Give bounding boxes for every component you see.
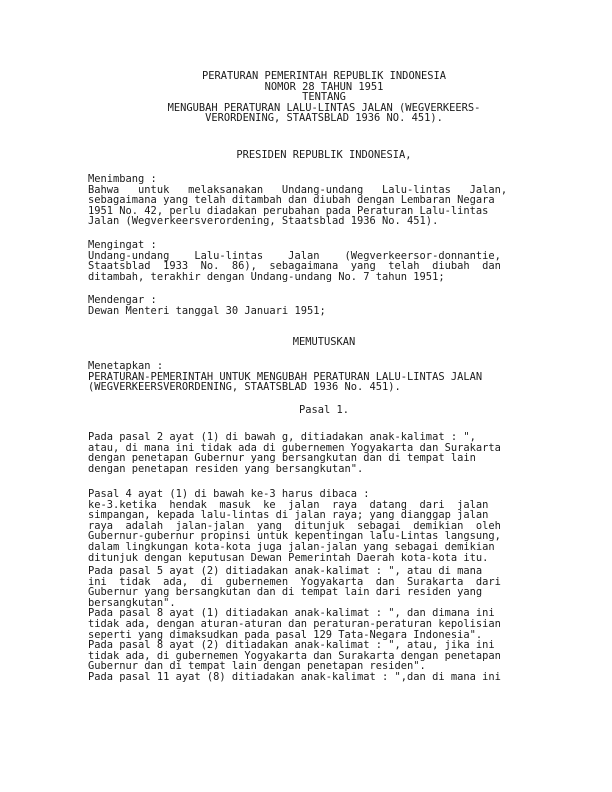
title-line: NOMOR 28 TAHUN 1951 xyxy=(264,80,384,93)
pasal-1-heading: Pasal 1. xyxy=(298,404,350,416)
mendengar-line: Dewan Menteri tanggal 30 Januari 1951; xyxy=(88,304,326,317)
pasal-1-para-3-line: Pada pasal 11 ayat (8) ditiadakan anak-kalimat : ",dan di mana ini xyxy=(88,670,501,683)
menimbang-section xyxy=(88,174,542,227)
memutuskan-heading: MEMUTUSKAN xyxy=(292,336,356,348)
pasal-1-para-3-line: tidak ada, dengan aturan-aturan dan peraturan-peraturan kepolisian xyxy=(88,617,501,630)
mengingat-line: Staatsblad 1933 No. 86), sebagaimana yang telah diubah dan xyxy=(88,260,501,273)
mengingat-text xyxy=(88,251,542,283)
paragraph-text xyxy=(88,566,542,683)
mengingat-section xyxy=(88,240,542,282)
pasal-1-para-2-line: raya adalah jalan-jalan yang ditunjuk sebagai demikian oleh xyxy=(88,519,501,532)
pasal-1-para-3-line: tidak ada, di gubernemen Yogyakarta dan Surakarta dengan penetapan xyxy=(88,649,501,662)
pasal-1-paragraph-1 xyxy=(88,432,542,474)
pasal-1-para-3-line: Gubernur yang bersangkutan dan di tempat lain dari residen yang xyxy=(88,586,483,599)
menetapkan-line: (WEGVERKEERSVERORDENING, STAATSBLAD 1936 No. 451). xyxy=(88,381,401,394)
pasal-1-para-2-line: Gubernur-gubernur propinsi untuk kepentingan lalu-Lintas langsung, xyxy=(88,530,501,543)
president-heading: PRESIDEN REPUBLIK INDONESIA, xyxy=(236,149,412,161)
pasal-1-para-2-line: dalam lingkungan kota-kota juga jalan-jalan yang sebagai demikian xyxy=(88,540,495,553)
title-line: MENGUBAH PERATURAN LALU-LINTAS JALAN (WEGVERKEERS- xyxy=(167,101,481,114)
title-line: PERATURAN PEMERINTAH REPUBLIK INDONESIA xyxy=(202,70,446,82)
pasal-1-para-1-line: dengan penetapan residen yang bersangkutan". xyxy=(88,462,364,475)
mendengar-section xyxy=(88,295,542,316)
pasal-1-paragraph-2 xyxy=(88,489,542,563)
pasal-1-para-1-line: atau, di mana ini tidak ada di gubernemen Yogyakarta dan Surakarta xyxy=(88,441,501,454)
menetapkan-line: PERATURAN-PEMERINTAH UNTUK MENGUBAH PERATURAN LALU-LINTAS JALAN xyxy=(88,370,483,383)
mengingat-line: Undang-undang Lalu-lintas Jalan (Wegverkeersor-donnantie, xyxy=(88,249,501,262)
mendengar-text xyxy=(88,306,542,317)
document-title xyxy=(88,71,560,124)
mengingat-label: Mengingat : xyxy=(88,239,157,251)
paragraph-text xyxy=(88,432,542,474)
document-header xyxy=(88,71,560,124)
menimbang-line: Bahwa untuk melaksanakan Undang-undang Lalu-lintas Jalan, xyxy=(88,183,508,196)
pasal-1-para-3-line: seperti yang dimaksudkan pada pasal 129 Tata-Negara Indonesia". xyxy=(88,628,483,641)
menimbang-label: Menimbang : xyxy=(88,173,157,185)
mengingat-line: ditambah, terakhir dengan Undang-undang No. 7 tahun 1951; xyxy=(88,270,445,283)
pasal-1-para-3-line: bersangkutan". xyxy=(88,596,176,609)
title-line: TENTANG xyxy=(302,91,346,104)
pasal-1-para-3-line: Pada pasal 8 ayat (1) ditiadakan anak-kalimat : ", dan dimana ini xyxy=(88,607,495,620)
pasal-1-para-3-line: Pada pasal 8 ayat (2) ditiadakan anak-kalimat : ", atau, jika ini xyxy=(88,639,495,652)
pasal-1-para-3-line: ini tidak ada, di gubernemen Yogyakarta dan Surakarta dari xyxy=(88,575,501,588)
pasal-1-para-2-line: ditunjuk dengan keputusan Dewan Pemerintah Daerah kota-kota itu. xyxy=(88,551,489,564)
pasal-1-para-2-line: Pasal 4 ayat (1) di bawah ke-3 harus dibaca : xyxy=(88,488,370,500)
pasal-1-para-1-line: dengan penetapan Gubernur yang bersangkutan dan di tempat lain xyxy=(88,452,476,465)
menimbang-line: sebagaimana yang telah ditambah dan diubah dengan Lembaran Negara xyxy=(88,194,495,207)
pasal-1-para-2-line: ke-3.ketika hendak masuk ke jalan raya datang dari jalan xyxy=(88,498,489,511)
pasal-1-para-2-line: simpangan, kepada lalu-lintas di jalan raya; yang dianggap jalan xyxy=(88,509,489,522)
menetapkan-label: Menetapkan : xyxy=(88,360,164,372)
pasal-1-para-3-line: Pada pasal 5 ayat (2) ditiadakan anak-kalimat : ", atau di mana xyxy=(88,565,483,577)
menetapkan-text xyxy=(88,372,542,393)
menimbang-line: 1951 No. 42, perlu diadakan perubahan pada Peraturan Lalu-lintas xyxy=(88,204,489,217)
mendengar-label: Mendengar : xyxy=(88,294,157,306)
menetapkan-section xyxy=(88,361,542,393)
pasal-1-paragraph-3 xyxy=(88,566,542,683)
paragraph-text xyxy=(88,489,542,563)
menimbang-line: Jalan (Wegverkeersverordening, Staatsblad 1936 No. 451). xyxy=(88,215,439,228)
pasal-1-para-3-line: Gubernur dan di tempat lain dengan penetapan residen". xyxy=(88,660,426,673)
menimbang-text xyxy=(88,185,542,227)
pasal-1-para-1-line: Pada pasal 2 ayat (1) di bawah g, ditiadakan anak-kalimat : ", xyxy=(88,431,476,443)
title-line: VERORDENING, STAATSBLAD 1936 NO. 451). xyxy=(205,112,443,125)
